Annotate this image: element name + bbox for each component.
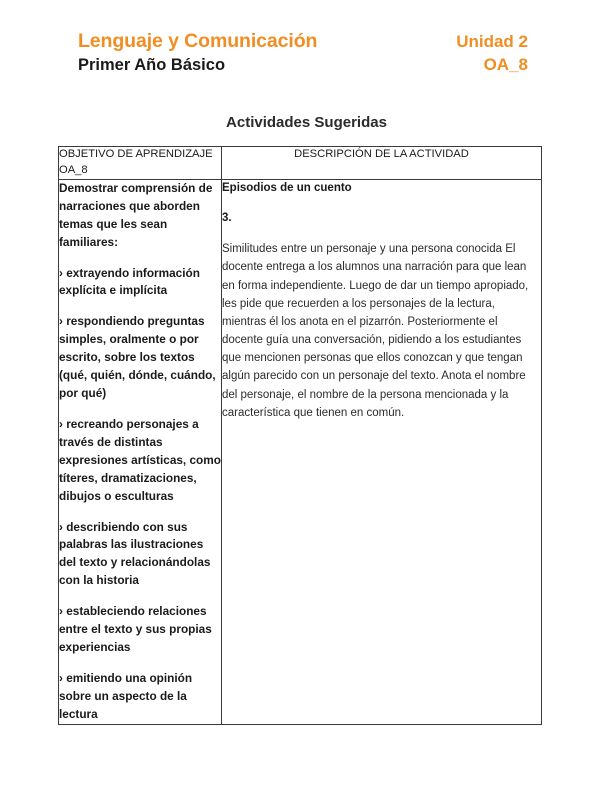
activity-number: 3.: [222, 212, 232, 225]
oa-code-label: OA_8: [483, 55, 528, 74]
unit-label: Unidad 2: [456, 32, 528, 51]
table-row: [59, 179, 542, 724]
column-header-objective: OBJETIVO DE APRENDIZAJE OA_8: [59, 147, 222, 180]
grade-title: Primer Año Básico: [78, 56, 226, 74]
objective-item: › recreando personajes a través de distintas expresiones artísticas, como títeres, dramatizaciones, dibujos o esculturas: [59, 416, 221, 503]
objective-cell: [59, 179, 222, 724]
objective-item: › emitiendo una opinión sobre un aspecto de la lectura: [59, 671, 193, 721]
activity-cell: [222, 179, 542, 724]
document-header: [58, 30, 530, 75]
objective-item: › extrayendo información explícita e implícita: [59, 265, 200, 298]
subject-title: Lenguaje y Comunicación: [78, 30, 318, 52]
objective-item: › estableciendo relaciones entre el texto y sus propias experiencias: [59, 604, 212, 655]
section-title: Actividades Sugeridas: [226, 114, 387, 131]
table-header-row: [59, 147, 542, 180]
activities-table: [58, 146, 542, 725]
header-row-secondary: [58, 55, 530, 75]
column-header-description: DESCRIPCIÓN DE LA ACTIVIDAD: [222, 147, 542, 180]
objective-item: › respondiendo preguntas simples, oralmente o por escrito, sobre los textos (qué, quién, dónde, cuándo, por qué): [59, 314, 216, 401]
objective-intro: Demostrar comprensión de narraciones que aborden temas que les sean familiares:: [59, 180, 213, 249]
activity-heading: Episodios de un cuento: [222, 181, 352, 194]
header-row-primary: [58, 30, 530, 53]
activity-description: Similitudes entre un personaje y una persona conocida El docente entrega a los alumnos una narración para que lean en forma independiente. Luego de dar un tiempo apropiado, les pide que recuerden a los personajes de la lectura, mientras él los anota en el pizarrón. Posteriormente el docente guía una conversación, pidiendo a los estudiantes que mencionen personas que ellos conozcan y que tengan algún parecido con un personaje del texto. Anota el nombre del personaje, el nombre de la persona mencionada y la característica que tienen en común.: [222, 243, 529, 419]
objective-item: › describiendo con sus palabras las ilustraciones del texto y relacionándolas con la historia: [59, 519, 211, 588]
